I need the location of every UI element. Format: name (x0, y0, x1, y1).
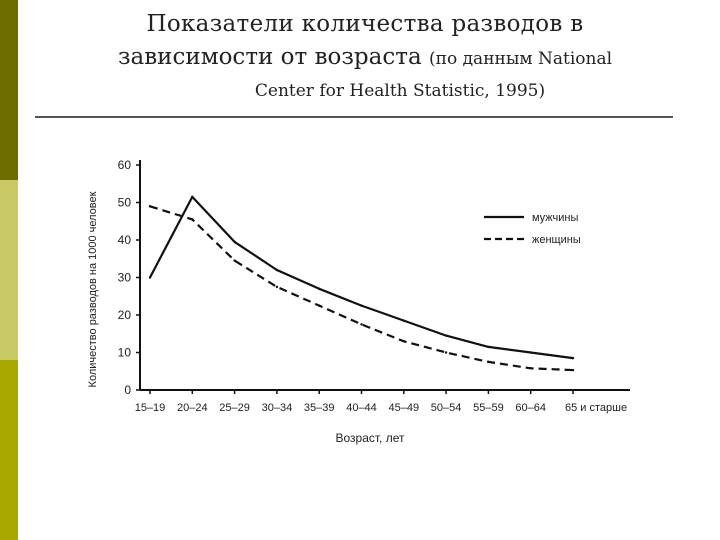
data-point (572, 357, 574, 359)
x-tick-label: 60–64 (515, 402, 546, 414)
series-line-men (150, 197, 573, 358)
data-point (530, 367, 532, 369)
y-tick-label: 20 (117, 308, 131, 322)
x-tick-label: 25–29 (219, 402, 250, 414)
chart-svg (80, 150, 660, 450)
data-point (530, 351, 532, 353)
series-layer (149, 196, 574, 372)
x-tick-label: 65 и старше (565, 402, 628, 414)
y-tick-label: 40 (117, 233, 131, 247)
chart (80, 150, 660, 450)
data-point (318, 304, 320, 306)
axes-layer (87, 158, 630, 445)
legend-layer (484, 212, 581, 246)
data-point (149, 276, 151, 278)
x-tick-label: 15–19 (134, 402, 166, 414)
title-line-3: Center for Health Statistic, 1995) (254, 81, 546, 101)
data-point (445, 334, 447, 336)
data-point (403, 340, 405, 342)
data-point (191, 196, 193, 198)
x-tick-label: 35–39 (303, 402, 335, 414)
legend-label: женщины (532, 234, 581, 246)
slide-title (40, 8, 690, 106)
data-point (360, 323, 362, 325)
y-tick-label: 30 (117, 270, 131, 285)
y-tick-label: 60 (117, 158, 131, 172)
x-tick-label: 20–24 (177, 402, 208, 414)
y-axis-title: Количество разводов на 1000 человек (87, 191, 99, 388)
y-tick-label: 50 (117, 195, 131, 210)
data-point (360, 304, 362, 306)
series-line-women (150, 206, 573, 370)
side-bar-light (0, 180, 18, 360)
data-point (149, 205, 151, 207)
title-line-2 (40, 40, 690, 76)
x-tick-label: 55–59 (473, 402, 504, 414)
data-point (572, 369, 574, 371)
x-tick-label: 50–54 (430, 402, 462, 414)
data-point (445, 351, 447, 353)
x-tick-label: 30–34 (261, 402, 293, 414)
title-line-2-small: (по данным National (428, 49, 613, 69)
title-divider (35, 116, 673, 118)
data-point (233, 259, 235, 261)
x-tick-label: 40–44 (346, 402, 377, 414)
y-tick-label: 10 (117, 345, 131, 360)
title-line-2-main: зависимости от возраста (117, 44, 422, 70)
data-point (487, 361, 489, 363)
data-point (318, 288, 320, 290)
data-point (487, 346, 489, 348)
data-point (233, 241, 235, 243)
x-tick-label: 45–49 (388, 402, 420, 414)
y-tick-label: 0 (124, 383, 131, 397)
title-line-1: Показатели количества разводов в (146, 11, 584, 37)
data-point (191, 218, 193, 220)
side-bar-dark (0, 0, 18, 180)
x-axis-title: Возраст, лет (335, 431, 405, 445)
data-point (276, 269, 278, 271)
side-bar-mid (0, 360, 18, 540)
legend-label: мужчины (532, 212, 579, 224)
data-point (403, 319, 405, 321)
data-point (276, 286, 278, 288)
